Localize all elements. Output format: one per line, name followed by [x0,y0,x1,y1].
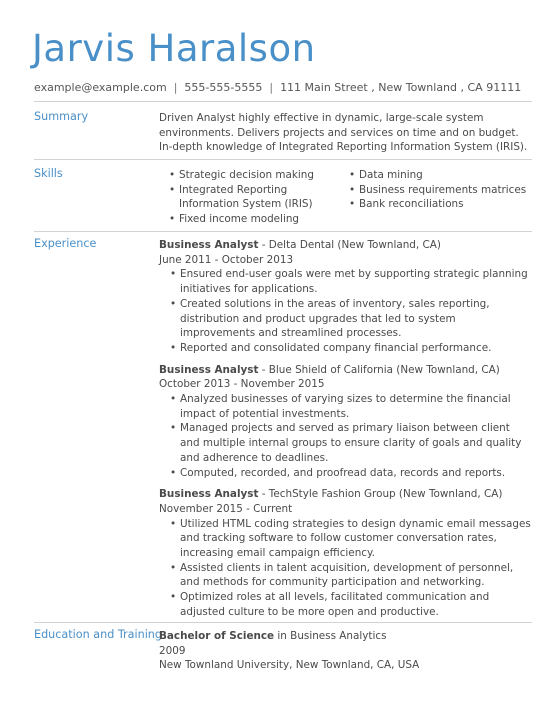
job-company: - Delta Dental (New Townland, CA) [258,239,441,251]
skill-item: • Strategic decision making [159,168,339,183]
job-dates: October 2013 - November 2015 [159,378,325,391]
job-header [159,238,532,253]
divider [34,159,532,160]
summary-section [159,111,532,155]
experience-section [159,238,532,620]
job-bullets [159,267,532,355]
skill-item: • Bank reconciliations [339,197,526,212]
job-header [159,363,532,378]
job-bullet: • Created solutions in the areas of inventory, sales reporting, distribution and product upgrades that led to system improvements and streamlined processes. [159,297,532,341]
education-field: in Business Analytics [274,630,387,642]
summary-label: Summary [34,110,89,123]
job-bullet: • Computed, recorded, and proofread data, records and reports. [159,466,532,481]
divider [34,101,532,102]
contact-address: 111 Main Street , New Townland , CA 91111 [280,81,522,94]
job-bullet: • Ensured end-user goals were met by supporting strategic planning initiatives for applications. [159,267,532,296]
skills-grid [159,168,532,227]
skills-section [159,168,532,227]
summary-text: Driven Analyst highly effective in dynamic, large-scale system environments. Delivers projects and services on time and on budget. In-depth knowledge of Integrated Reporting Information System (IRIS). [159,112,528,154]
job-dates: November 2015 - Current [159,502,293,515]
education-degree: Bachelor of Science [159,630,275,642]
education-label: Education and Training [34,628,162,641]
skill-item: • Integrated Reporting Information System (IRIS) [159,183,339,212]
job-bullet: • Analyzed businesses of varying sizes to determine the financial impact of potential investments. [159,392,532,421]
contact-separator: | [173,81,178,94]
job-title: Business Analyst [159,239,259,251]
job-bullet: • Assisted clients in talent acquisition, development of personnel, and methods for community participation and networking. [159,561,532,590]
job-bullet: • Optimized roles at all levels, facilitated communication and adjusted culture to be more open and productive. [159,590,532,619]
skills-list-left [159,168,339,227]
job-company: - Blue Shield of California (New Townland, CA) [258,363,500,376]
job-bullet: • Reported and consolidated company financial performance. [159,341,532,356]
skill-item: • Business requirements matrices [339,183,526,198]
contact-separator: | [269,81,274,94]
education-degree-line [159,629,532,644]
job-bullets [159,517,532,620]
job-title: Business Analyst [159,488,259,501]
education-section [159,629,532,673]
skill-item: • Fixed income modeling [159,212,339,227]
contact-email: example@example.com [34,81,167,94]
education-school: New Townland University, New Townland, CA, USA [159,659,420,672]
divider [34,622,532,623]
contact-line [34,81,521,94]
education-year: 2009 [159,644,186,657]
divider [34,231,532,232]
contact-phone: 555-555-5555 [184,81,263,94]
skills-label: Skills [34,167,63,180]
job-header [159,487,532,502]
skills-list-right [339,168,526,227]
job-entry [159,238,532,356]
experience-label: Experience [34,237,97,250]
job-company: - TechStyle Fashion Group (New Townland, CA) [258,488,503,501]
job-title: Business Analyst [159,363,259,376]
job-bullet: • Utilized HTML coding strategies to design dynamic email messages and tracking software to follow customer conversation rates, increasing email campaign efficiency. [159,517,532,561]
skill-item: • Data mining [339,168,526,183]
job-entry [159,363,532,481]
job-dates: June 2011 - October 2013 [159,253,294,266]
resume-name: Jarvis Haralson [32,27,316,70]
job-bullets [159,392,532,480]
job-entry [159,487,532,619]
job-bullet: • Managed projects and served as primary liaison between client and multiple internal groups to ensure clarity of goals and quality and adherence to deadlines. [159,421,532,465]
